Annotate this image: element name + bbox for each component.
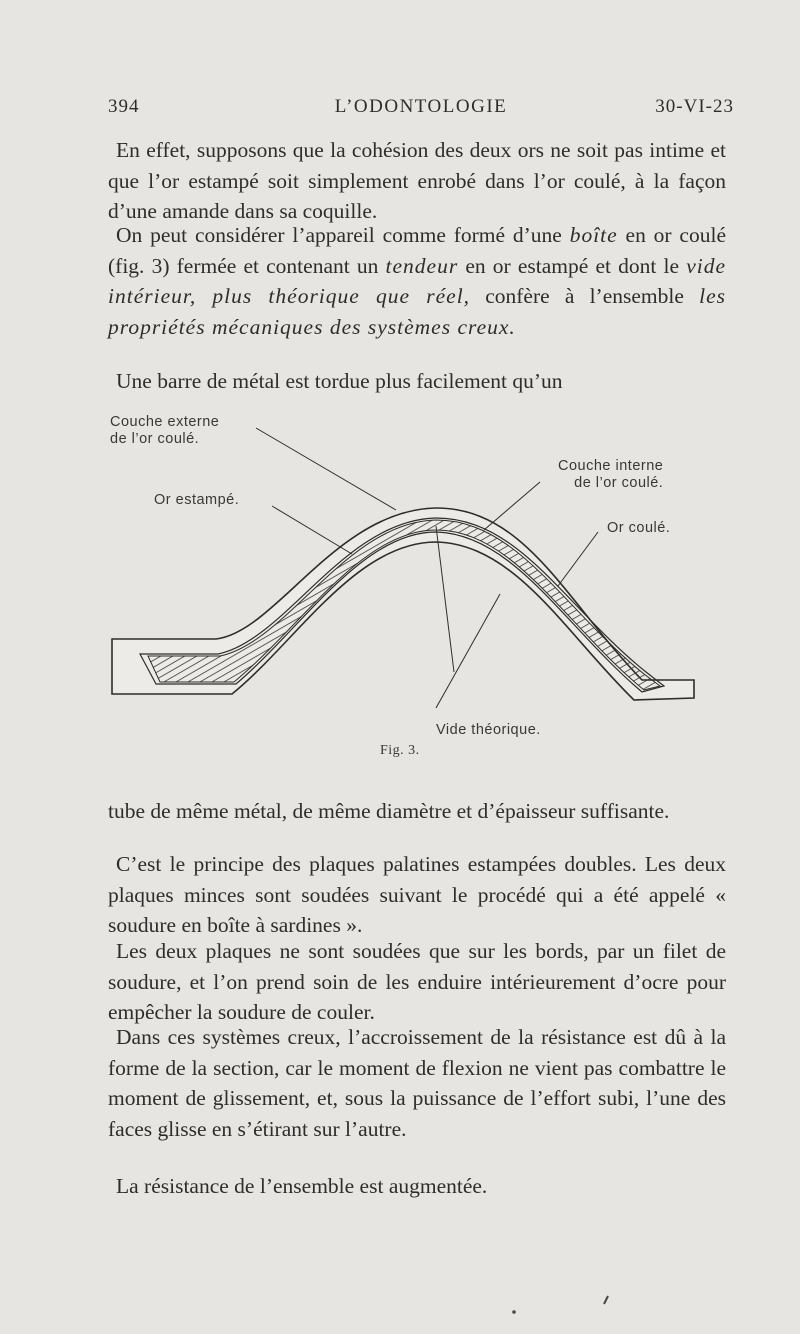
figure-3-diagram [96,402,716,772]
paragraph-8: La résistance de l’ensemble est augmentée. [116,1174,488,1198]
leader-interne [484,482,540,530]
paper-specks [500,1290,620,1320]
label-theoretical-void: Vide théorique. [436,722,541,738]
figure-caption: Fig. 3. [380,743,420,758]
paragraph-2: On peut considérer l’appareil comme formé d’une boîte en or coulé (fig. 3) fermée et contenant un tendeur en or estampé et dont le vide intérieur, plus théorique que réel, confère à l’ensemble les propriétés mécaniques des systèmes creux. [108,223,726,339]
label-cast-gold: Or coulé. [607,520,671,536]
paragraph-5: C’est le principe des plaques palatines estampées doubles. Les deux plaques minces sont soudées suivant le procédé qui a été appelé « soudure en boîte à sardines ». [108,852,726,937]
leader-coule [558,532,598,586]
paragraph-4: tube de même métal, de même diamètre et d’épaisseur suffisante. [108,799,670,823]
leader-estampe [272,506,352,554]
journal-title: L’ODONTOLOGIE [334,96,508,117]
issue-date: 30-VI-23 [655,96,734,117]
label-inner-layer: Couche interne de l’or coulé. [558,458,664,491]
label-outer-layer: Couche externe de l’or coulé. [110,414,220,447]
leader-externe [256,428,396,510]
paragraph-6: Les deux plaques ne sont soudées que sur les bords, par un filet de soudure, et l’on prend soin de les enduire intérieurement d’ocre pour empêcher la soudure de couler. [108,939,726,1024]
leader-vide-2 [436,526,454,672]
page-number: 394 [108,96,140,117]
paragraph-3: Une barre de métal est tordue plus facilement qu’un [116,369,563,393]
running-head [108,96,734,124]
paragraph-7: Dans ces systèmes creux, l’accroissement de la résistance est dû à la forme de la section, car le moment de flexion ne vient pas combattre le moment de glissement, et, sous la puissance de l’effort subi, l’une des faces glisse en s’étirant sur l’autre. [108,1025,726,1141]
paragraph-1: En effet, supposons que la cohésion des deux ors ne soit pas intime et que l’or estampé soit simplement enrobé dans l’or coulé, à la façon d’une amande dans sa coquille. [108,138,726,223]
label-stamped-gold: Or estampé. [154,492,240,508]
leader-vide-1 [436,594,500,708]
